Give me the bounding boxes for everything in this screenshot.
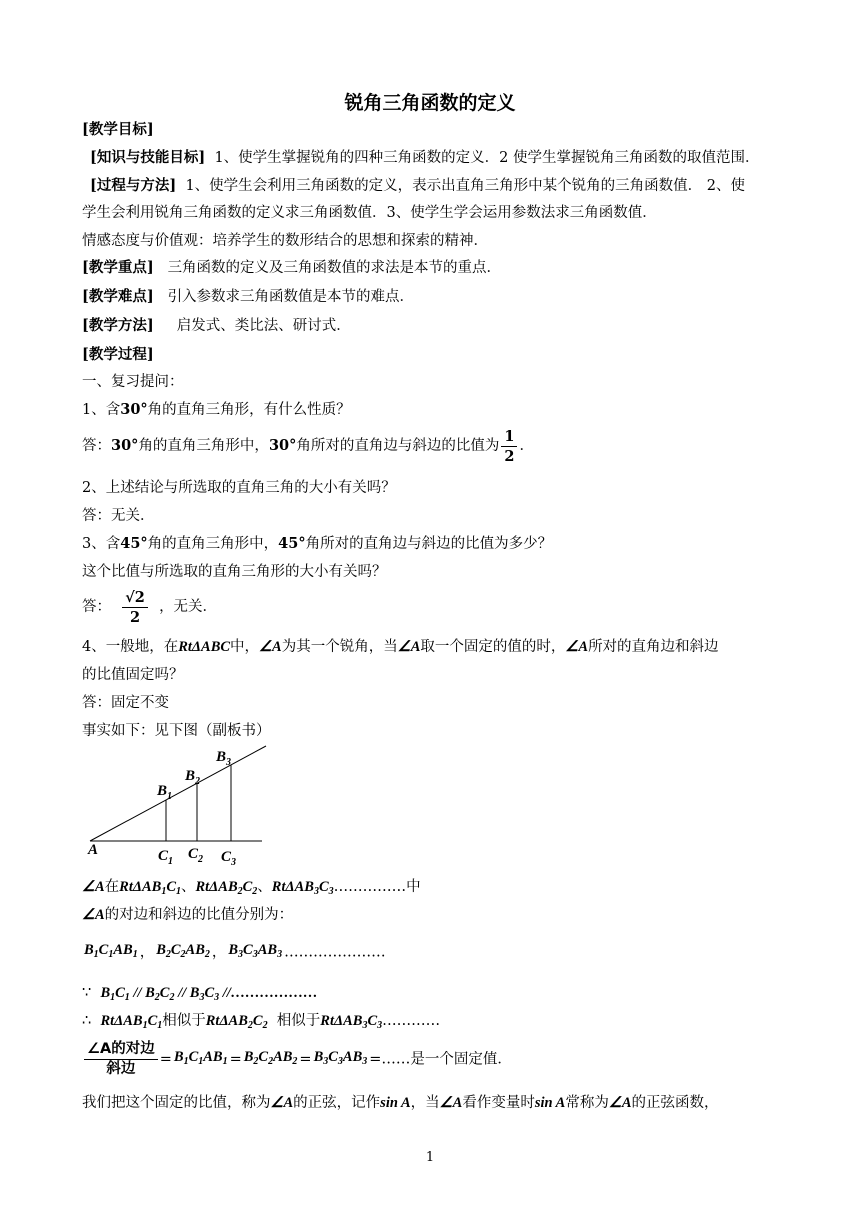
- ratio-sep-1: ，: [139, 944, 155, 961]
- math-line-2: [82, 905, 293, 925]
- answer-3: [82, 585, 217, 629]
- final-sin-2: sin A: [534, 1095, 566, 1111]
- eq-ratio-1: $B_1C_1AB_1$: [173, 1049, 228, 1067]
- sim-word-2: 相似于: [276, 1013, 321, 1029]
- section-process: [教学过程]: [82, 346, 154, 363]
- q4-angle-3: ∠A: [565, 639, 589, 655]
- q4-text-a: 4、一般地，在: [82, 639, 179, 655]
- teaching-difficulty: [82, 287, 414, 307]
- fraction-sqrt2-over-2: [122, 588, 148, 627]
- label-b1: $B_1$: [157, 783, 173, 802]
- process-method: [90, 176, 745, 196]
- question-3: [82, 534, 552, 554]
- therefore-symbol: ∴: [82, 1013, 92, 1029]
- ratio-end: …………………: [284, 944, 386, 961]
- q1-text-a: 1、含: [82, 402, 121, 418]
- question-4: [82, 637, 719, 657]
- fraction-denominator: 2: [129, 608, 141, 626]
- q4-text-e: 所对的直角边和斜边: [588, 639, 719, 655]
- section-goal: [教学目标]: [82, 121, 154, 138]
- final-angle-1: ∠A: [270, 1095, 294, 1111]
- a3-text-a: 答：: [82, 599, 111, 615]
- ratio-sep-2: ，: [211, 944, 227, 961]
- question-3-part2: 这个比值与所选取的直角三角形的大小有关吗？: [82, 564, 387, 580]
- because-line: [82, 983, 318, 1008]
- a1-text-a: 答：: [82, 438, 111, 454]
- hypotenuse-line: [90, 746, 266, 841]
- label-c3: $C_3$: [221, 849, 237, 868]
- eq-end: =……是一个固定值．: [369, 1051, 512, 1068]
- line1-end: ……………中: [333, 879, 421, 895]
- eq-ratio-3: $B_3C_3AB_3$: [313, 1049, 368, 1067]
- answer-2: 答：无关．: [82, 508, 155, 524]
- eq-2: =: [229, 1051, 242, 1068]
- difficulty-text: 引入参数求三角函数值是本节的难点．: [167, 289, 415, 305]
- eq-1: =: [159, 1051, 172, 1068]
- a1-degree-1: 30°: [111, 437, 139, 454]
- label-a: A: [88, 842, 99, 858]
- focus-label: [教学重点]: [82, 259, 154, 276]
- sep-1: 、: [180, 879, 196, 895]
- page-number: 1: [425, 1150, 435, 1165]
- difficulty-label: [教学难点]: [82, 288, 154, 305]
- focus-text: 三角函数的定义及三角函数值的求法是本节的重点．: [167, 260, 502, 276]
- final-c: ，当: [410, 1095, 440, 1111]
- angle-a: ∠A: [82, 879, 105, 895]
- label-c1: $C_1$: [158, 848, 174, 867]
- page-title: 锐角三角函数的定义: [344, 92, 516, 114]
- q3-text-b: 角的直角三角形中，: [147, 536, 279, 552]
- final-e: 常称为: [565, 1095, 609, 1111]
- triangle-2: $Rt\Delta AB_2C_2$: [195, 879, 258, 897]
- final-f: 的正弦函数，: [631, 1095, 719, 1111]
- label-c2: $C_2$: [188, 846, 204, 865]
- process-label: [过程与方法]: [90, 177, 177, 194]
- question-2: 2、上述结论与所选取的直角三角的大小有关吗？: [82, 480, 396, 496]
- q4-text-d: 取一个固定的值的时，: [420, 639, 566, 655]
- fraction-one-half: [501, 427, 517, 466]
- eq-ratio-2: $B_2C_2AB_2$: [243, 1049, 298, 1067]
- attitude-text: 情感态度与价值观：培养学生的数形结合的思想和探索的精神．: [82, 233, 488, 249]
- method-label: [教学方法]: [82, 317, 154, 334]
- fraction-numerator: 1: [501, 427, 517, 447]
- text-in: 在: [104, 879, 120, 895]
- q1-text-b: 角的直角三角形，有什么性质？: [147, 402, 351, 418]
- sim-triangle-3: $Rt\Delta AB_3C_3$: [320, 1013, 383, 1031]
- q4-text-b: 中，: [230, 639, 260, 655]
- knowledge-goal: [90, 148, 760, 168]
- a3-text-b: ，无关．: [159, 599, 218, 615]
- sep-2: 、: [257, 879, 272, 895]
- label-b3: $B_3$: [216, 749, 232, 768]
- ratio-1: $B_1C_1AB_1$: [84, 942, 138, 960]
- final-angle-3: ∠A: [608, 1095, 632, 1111]
- label-b2: $B_2$: [185, 768, 201, 787]
- a1-degree-2: 30°: [268, 437, 297, 454]
- sim-end: …………: [382, 1013, 441, 1029]
- therefore-line: [82, 1011, 440, 1036]
- angle-a: ∠A: [82, 907, 105, 923]
- a1-end: ．: [519, 438, 534, 454]
- fraction-numerator: √2: [122, 588, 148, 608]
- fact-intro: 事实如下：见下图（副板书）: [82, 723, 271, 739]
- q3-degree-1: 45°: [120, 535, 148, 552]
- knowledge-label: [知识与技能目标]: [90, 149, 206, 166]
- teaching-method: [82, 316, 351, 336]
- sine-definition: [82, 1093, 719, 1113]
- q4-angle-2: ∠A: [397, 639, 421, 655]
- ratio-label-num: ∠A的对边: [84, 1040, 158, 1060]
- sim-word-1: 相似于: [162, 1013, 206, 1029]
- final-b: 的正弦，记作: [293, 1095, 381, 1111]
- sim-triangle-1: $Rt\Delta AB_1C_1$: [100, 1013, 163, 1031]
- ratio-2: $B_2C_2AB_2$: [156, 942, 210, 960]
- answer-1: [82, 425, 534, 467]
- q4-triangle: RtΔABC: [178, 639, 231, 655]
- because-symbol: ∵: [82, 985, 92, 1001]
- ratio-label-den: 斜边: [106, 1061, 136, 1077]
- final-angle-2: ∠A: [439, 1095, 463, 1111]
- sim-triangle-2: $Rt\Delta AB_2C_2$: [205, 1013, 268, 1031]
- sine-ratio-equation: [82, 1035, 512, 1084]
- q3-text-a: 3、含: [82, 536, 121, 552]
- triangle-1: $Rt\Delta AB_1C_1$: [119, 879, 181, 897]
- final-a: 我们把这个固定的比值，称为: [82, 1095, 271, 1111]
- q4-text-c: 为其一个锐角，当: [281, 639, 398, 655]
- triangle-3: $Rt\Delta AB_3C_3$: [271, 879, 334, 897]
- line2-text: 的对边和斜边的比值分别为：: [104, 907, 294, 923]
- final-d: 看作变量时: [462, 1095, 535, 1111]
- knowledge-text: 1、使学生掌握锐角的四种三角函数的定义．2 使学生掌握锐角三角函数的取值范围．: [214, 150, 760, 166]
- teaching-focus: [82, 258, 501, 278]
- similar-triangles-figure: [80, 740, 280, 870]
- a1-text-c: 角所对的直角边与斜边的比值为: [296, 438, 500, 454]
- question-4-part2: 的比值固定吗？: [82, 667, 184, 683]
- q4-angle-1: ∠A: [259, 639, 282, 655]
- process-text2: 学生会利用锐角三角函数的定义求三角函数值．3、使学生学会运用参数法求三角函数值．: [82, 205, 657, 221]
- eq-3: =: [299, 1051, 312, 1068]
- review-heading: 一、复习提问：: [82, 374, 184, 390]
- a1-text-b: 角的直角三角形中，: [138, 438, 269, 454]
- ratio-3: $B_3C_3AB_3$: [228, 942, 283, 960]
- math-line-1: [82, 877, 421, 902]
- ratio-label: [84, 1040, 158, 1079]
- process-text1: 1、使学生会利用三角函数的定义，表示出直角三角形中某个锐角的三角函数值． 2、使: [185, 178, 746, 194]
- q3-text-c: 角所对的直角边与斜边的比值为多少？: [305, 536, 553, 552]
- ratio-list: [82, 928, 386, 977]
- question-1: [82, 400, 351, 420]
- fraction-denominator: 2: [504, 447, 515, 465]
- q3-degree-2: 45°: [278, 535, 306, 552]
- answer-4: 答：固定不变: [82, 695, 169, 711]
- method-text: 启发式、类比法、研讨式．: [176, 318, 351, 334]
- q1-degree: 30°: [120, 401, 148, 418]
- parallel-statement: $B_1C_1 // B_2C_2 // B_3C_3$ //………………: [100, 985, 318, 1003]
- final-sin-1: sin A: [380, 1095, 411, 1111]
